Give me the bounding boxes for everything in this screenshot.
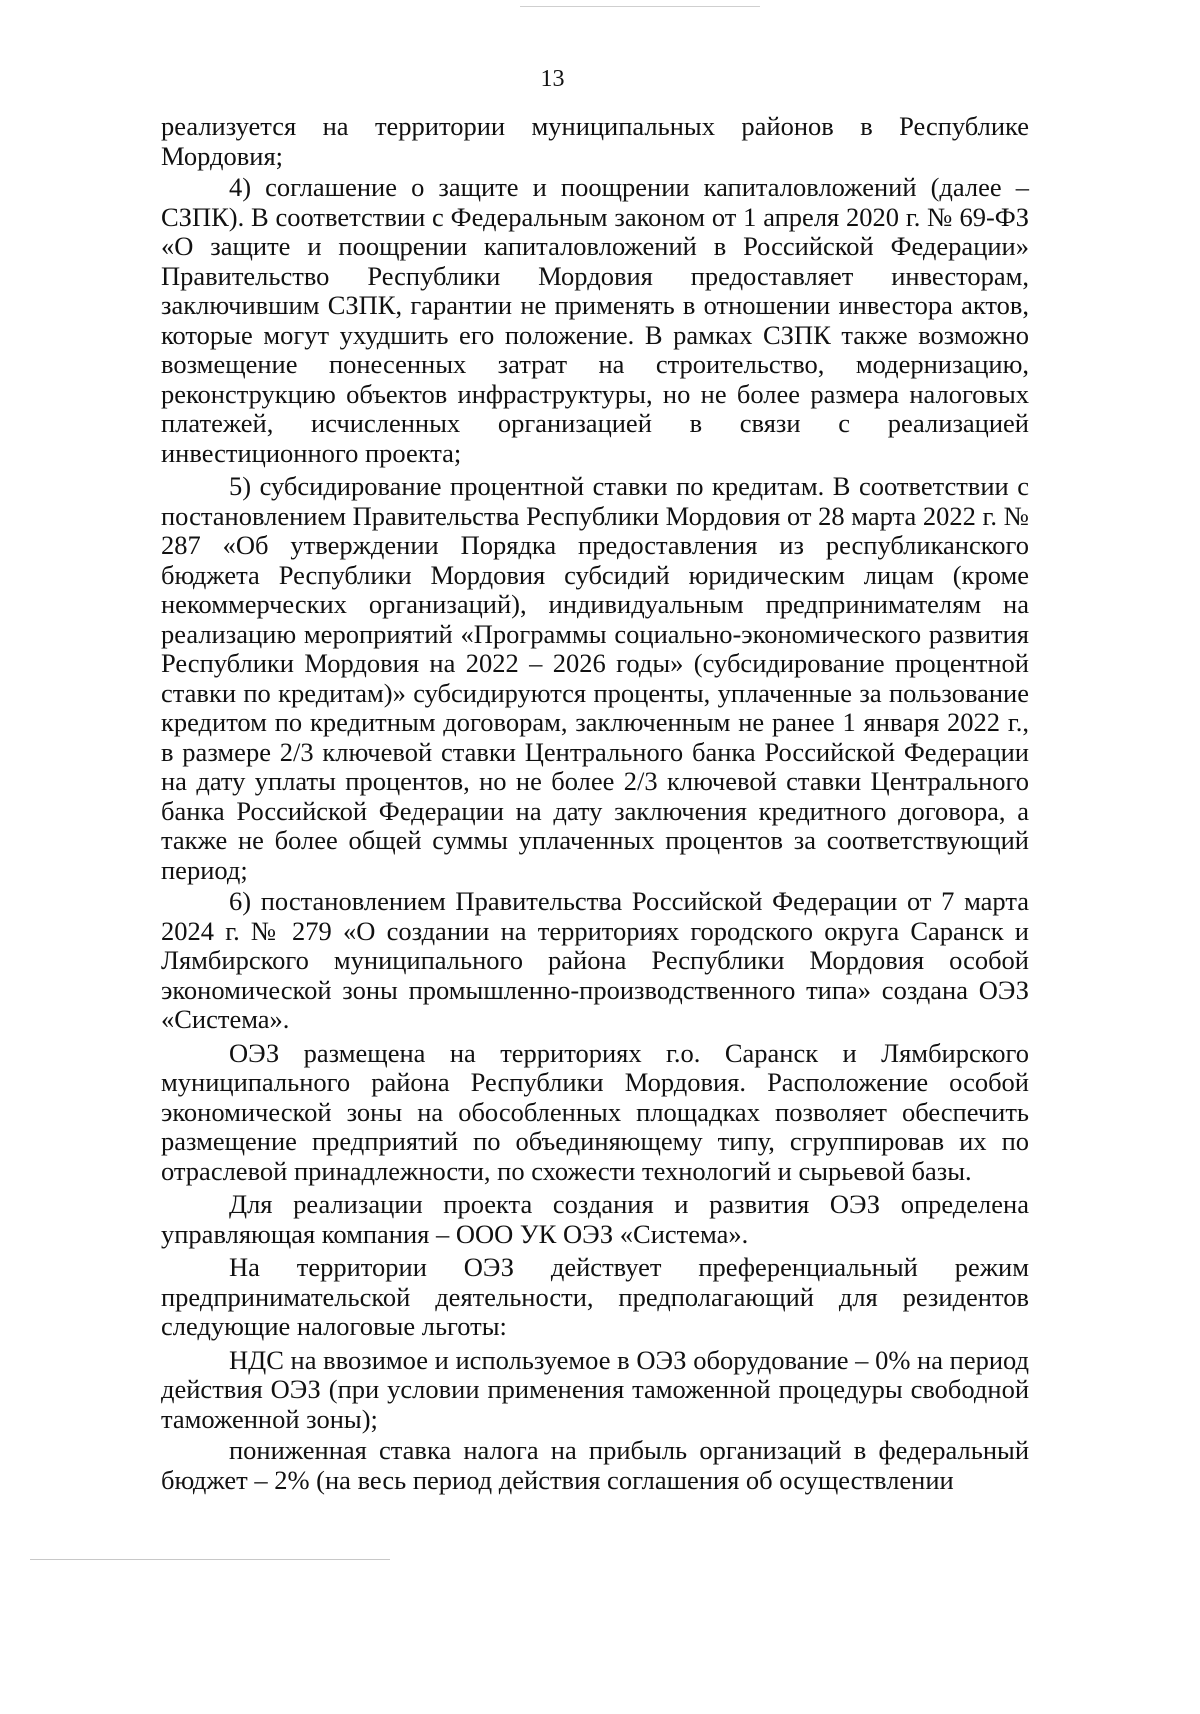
- paragraph-oez-location: ОЭЗ размещена на территориях г.о. Саранск и Лямбирского муниципального района Республики Мордовия. Расположение особой экономической зоны на обособленных площадках позволяет обеспечить размещение предприятий по объединяющему типу, сгруппировав их по отраслевой принадлежности, по схожести технологий и сырьевой базы.: [161, 1037, 1029, 1186]
- paragraph-item-4-szpk: 4) соглашение о защите и поощрении капиталовложений (далее – СЗПК). В соответствии с Федеральным законом от 1 апреля 2020 г. № 69-ФЗ «О защите и поощрении капиталовложений в Российской Федерации» Правительство Республики Мордовия предоставляет инвесторам, заключившим СЗПК, гарантии не применять в отношении инвестора актов, которые могут ухудшить его положение. В рамках СЗПК также возможно возмещение понесенных затрат на строительство, модернизацию, реконструкцию объектов инфраструктуры, но не более размера налоговых платежей, исчисленных организацией в связи с реализацией инвестиционного проекта;: [161, 172, 1029, 468]
- paragraph-preferential-regime: На территории ОЭЗ действует преференциальный режим предпринимательской деятельности, предполагающий для резидентов следующие налоговые льготы:: [161, 1252, 1029, 1341]
- paragraph-profit-tax-benefit: пониженная ставка налога на прибыль организаций в федеральный бюджет – 2% (на весь период действия соглашения об осуществлении: [161, 1435, 1029, 1495]
- page-number: 13: [540, 66, 565, 92]
- paragraph-continuation: реализуется на территории муниципальных районов в Республике Мордовия;: [161, 111, 1029, 171]
- scan-edge-mark-bottom: [30, 1559, 390, 1560]
- paragraph-vat-benefit: НДС на ввозимое и используемое в ОЭЗ оборудование – 0% на период действия ОЭЗ (при условии применения таможенной процедуры свободной таможенной зоны);: [161, 1344, 1029, 1434]
- paragraph-management-company: Для реализации проекта создания и развития ОЭЗ определена управляющая компания – ООО УК ОЭЗ «Система».: [161, 1189, 1029, 1249]
- paragraph-item-6-oez: 6) постановлением Правительства Российской Федерации от 7 марта 2024 г. № 279 «О создании на территориях городского округа Саранск и Лямбирского муниципального района Республики Мордовия особой экономической зоны промышленно-производственного типа» создана ОЭЗ «Система».: [161, 886, 1029, 1034]
- scan-edge-mark: [520, 6, 760, 7]
- document-body: [161, 112, 1029, 1497]
- paragraph-item-5-subsidy: 5) субсидирование процентной ставки по кредитам. В соответствии с постановлением Правительства Республики Мордовия от 28 марта 2022 г. № 287 «Об утверждении Порядка предоставления из республиканского бюджета Республики Мордовия субсидий юридическим лицам (кроме некоммерческих организаций), индивидуальным предпринимателям на реализацию мероприятий «Программы социально-экономического развития Республики Мордовия на 2022 – 2026 годы» (субсидирование процентной ставки по кредитам)» субсидируются проценты, уплаченные за пользование кредитом по кредитным договорам, заключенным не ранее 1 января 2022 г., в размере 2/3 ключевой ставки Центрального банка Российской Федерации на дату уплаты процентов, но не более 2/3 ключевой ставки Центрального банка Российской Федерации на дату заключения кредитного договора, а также не более общей суммы уплаченных процентов за соответствующий период;: [161, 471, 1029, 885]
